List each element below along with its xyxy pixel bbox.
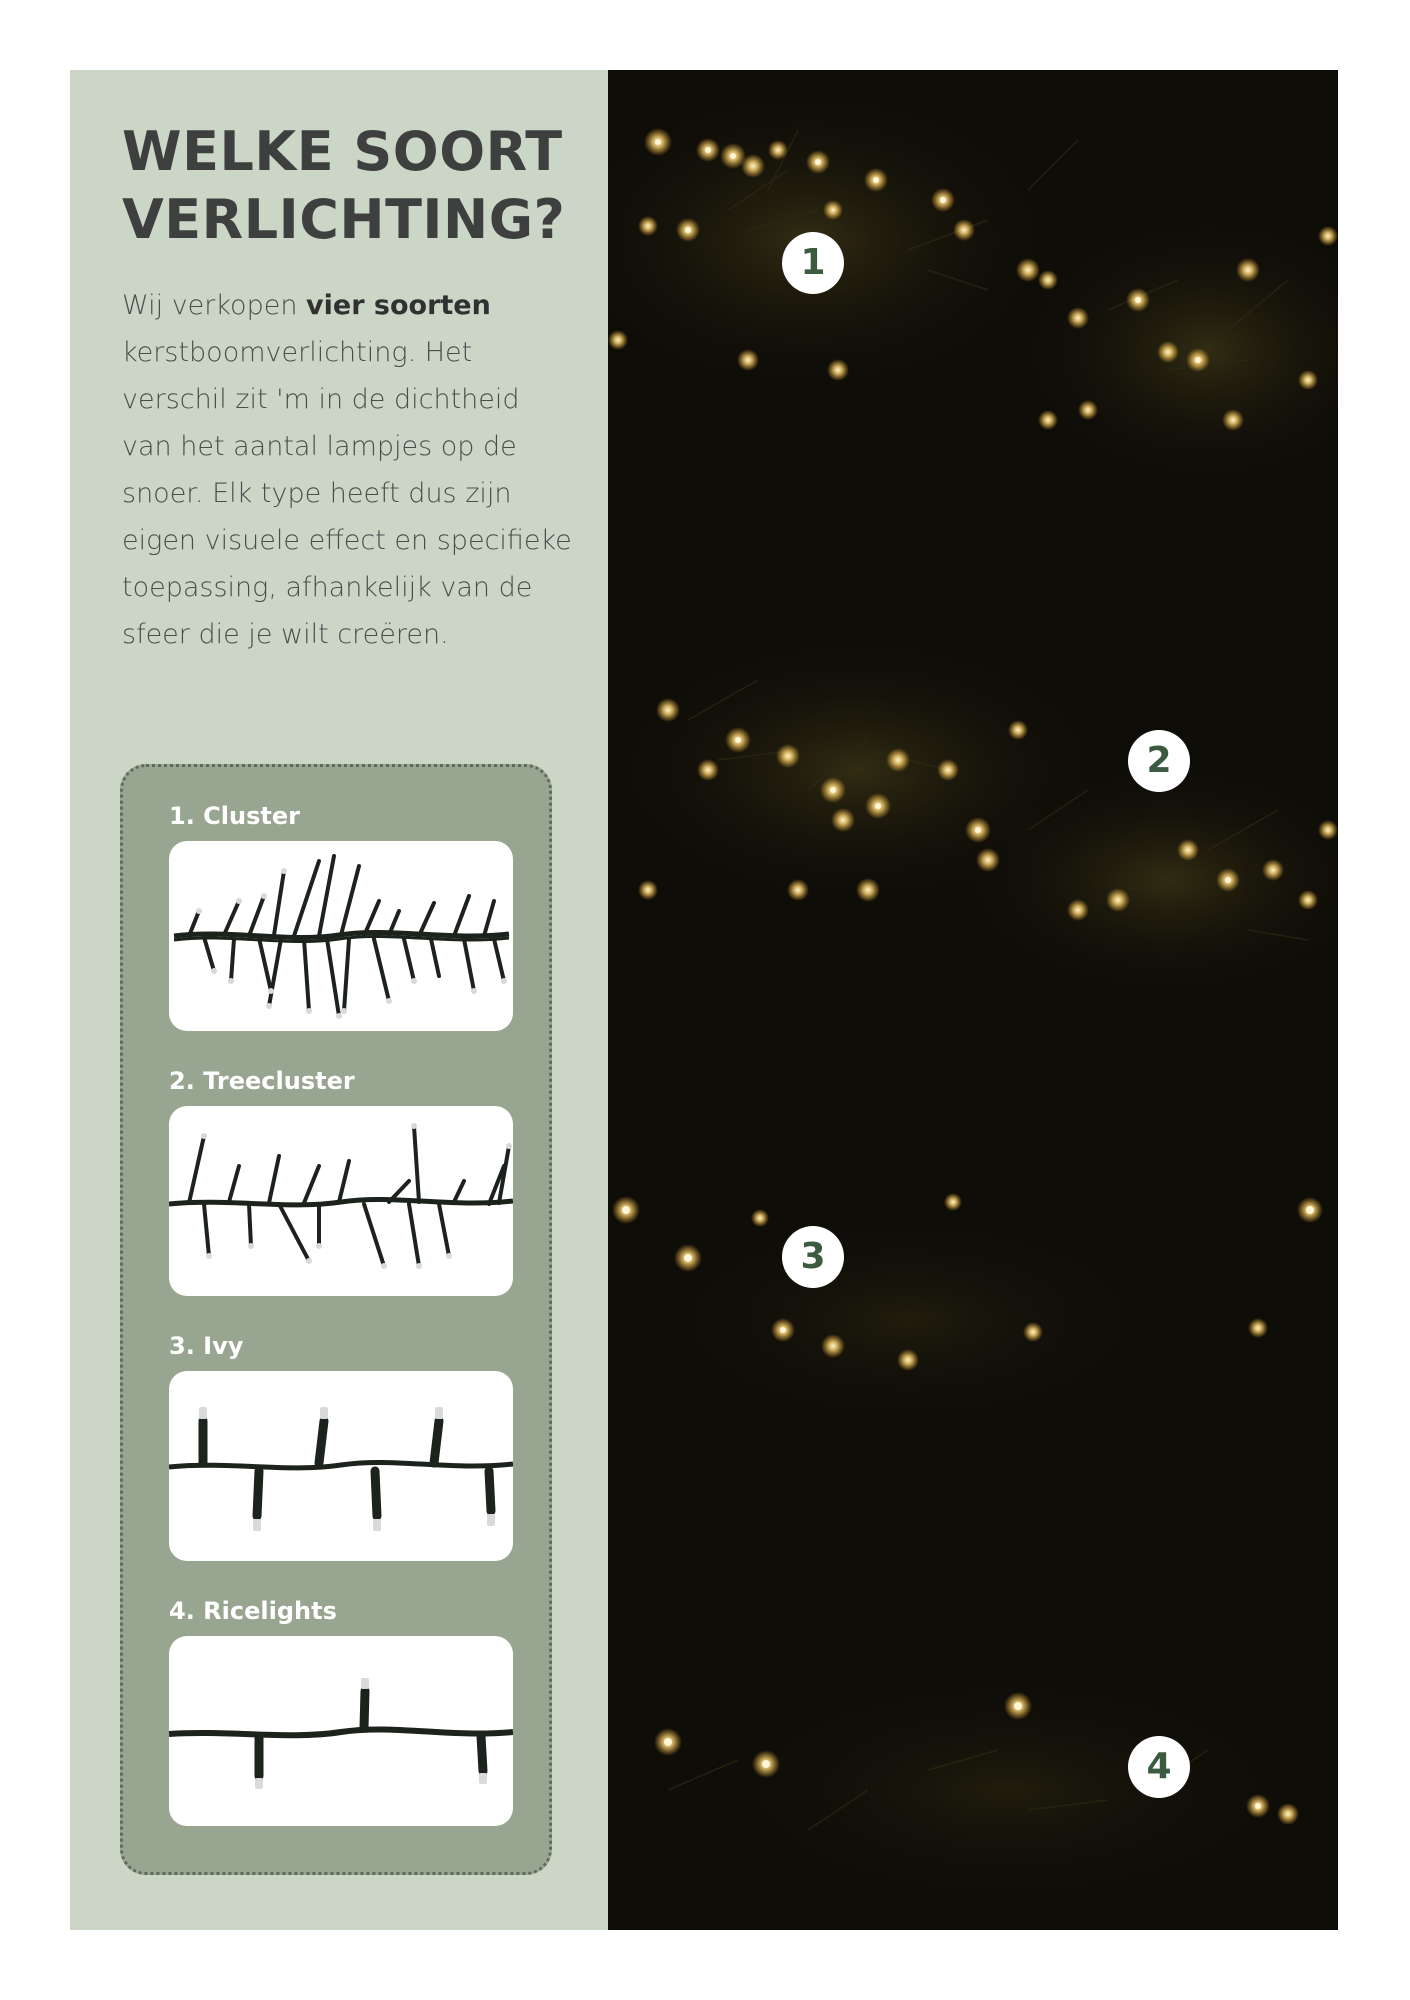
- type-treecluster-image: [169, 1106, 513, 1296]
- tree-lights-image: [608, 70, 1338, 1930]
- type-cluster-label: 1. Cluster: [169, 802, 300, 830]
- type-ricelights-label: 4. Ricelights: [169, 1597, 337, 1625]
- badge-3: 3: [782, 1226, 844, 1288]
- type-ivy: [169, 1327, 513, 1561]
- title-line-2: VERLICHTING?: [122, 188, 566, 251]
- page: [70, 70, 1338, 1930]
- type-ivy-image: [169, 1371, 513, 1561]
- title-line-1: WELKE SOORT: [122, 120, 563, 183]
- badge-4: 4: [1128, 1736, 1190, 1798]
- ricelights-wire-illustration: [169, 1636, 513, 1826]
- badge-1: 1: [782, 232, 844, 294]
- page-title: [122, 118, 592, 254]
- type-ricelights-image: [169, 1636, 513, 1826]
- christmas-tree-photo: [608, 70, 1338, 1930]
- ivy-wire-illustration: [169, 1371, 513, 1561]
- type-ivy-label: 3. Ivy: [169, 1332, 244, 1360]
- type-treecluster: [169, 1062, 513, 1296]
- light-types-box: [120, 764, 552, 1875]
- cluster-wire-illustration: [169, 841, 513, 1031]
- type-treecluster-label: 2. Treecluster: [169, 1067, 355, 1095]
- intro-after-bold: kerstboomverlichting. Het verschil zit 'm in de dichtheid van het aantal lampjes op de snoer. Elk type heeft dus zijn eigen visuele effect en specifieke toepassing, afhankelijk van de sfeer die je wilt creëren.: [122, 337, 572, 650]
- intro-text: [122, 282, 572, 658]
- intro-before-bold: Wij verkopen: [122, 290, 307, 321]
- badge-2: 2: [1128, 730, 1190, 792]
- intro-bold: vier soorten: [306, 290, 491, 321]
- type-cluster: [169, 797, 513, 1031]
- type-cluster-image: [169, 841, 513, 1031]
- type-ricelights: [169, 1592, 513, 1826]
- info-panel: [70, 70, 608, 1930]
- treecluster-wire-illustration: [169, 1106, 513, 1296]
